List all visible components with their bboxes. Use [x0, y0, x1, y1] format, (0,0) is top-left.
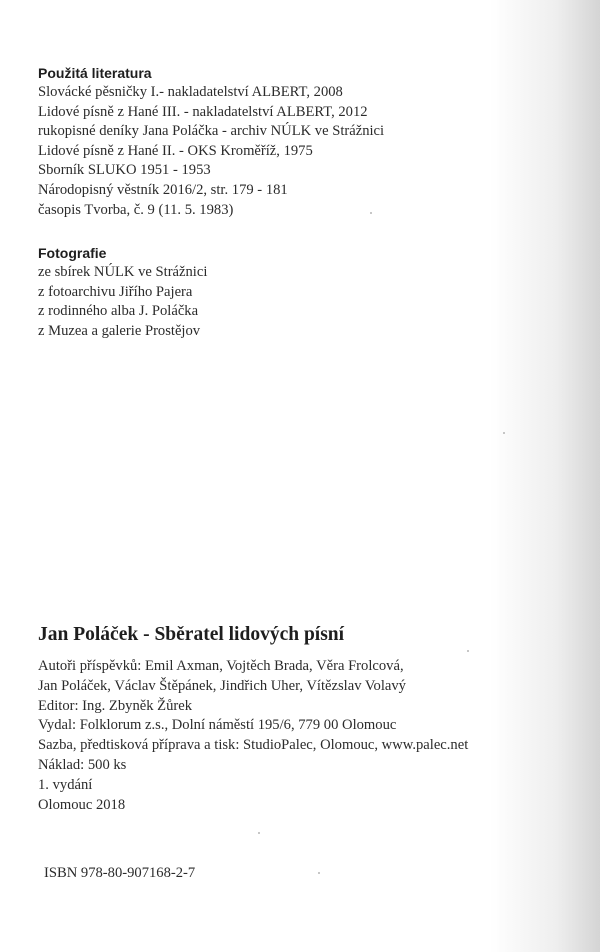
literature-item: rukopisné deníky Jana Poláčka - archiv NÚLK ve Strážnici: [38, 123, 385, 140]
isbn: ISBN 978-80-907168-2-7: [44, 865, 196, 881]
photos-item: ze sbírek NÚLK ve Strážnici: [38, 264, 208, 280]
colophon-line: Náklad: 500 ks: [38, 756, 127, 773]
literature-item: Národopisný věstník 2016/2, str. 179 - 181: [38, 181, 288, 198]
photos-item: z Muzea a galerie Prostějov: [38, 322, 201, 339]
colophon-section: [38, 622, 468, 815]
colophon-line: Jan Poláček, Václav Štěpánek, Jindřich Uher, Vítězslav Volavý: [38, 677, 406, 694]
literature-item: Sborník SLUKO 1951 - 1953: [38, 162, 211, 179]
literature-item: Lidové písně z Hané II. - OKS Kroměříž, 1975: [38, 142, 313, 159]
photos-list: [38, 263, 207, 341]
paper-speck: [318, 872, 320, 874]
literature-item: Lidové písně z Hané III. - nakladatelství ALBERT, 2012: [38, 103, 368, 120]
literature-section: [38, 64, 384, 220]
colophon-line: Olomouc 2018: [38, 796, 126, 813]
colophon-line: Vydal: Folklorum z.s., Dolní náměstí 195/6, 779 00 Olomouc: [38, 717, 397, 734]
photos-item: z fotoarchivu Jiřího Pajera: [38, 283, 193, 300]
literature-item: Slovácké pěsničky I.- nakladatelství ALBERT, 2008: [38, 84, 343, 100]
photos-heading: Fotografie: [38, 245, 107, 261]
paper-speck: [503, 432, 505, 434]
literature-list: [38, 83, 384, 220]
paper-speck: [370, 212, 372, 214]
paper-speck: [467, 650, 469, 652]
photos-item: z rodinného alba J. Poláčka: [38, 303, 199, 320]
colophon-line: Sazba, předtisková příprava a tisk: StudioPalec, Olomouc, www.palec.net: [38, 737, 469, 754]
colophon-line: Editor: Ing. Zbyněk Žůrek: [38, 697, 193, 714]
paper-speck: [258, 832, 260, 834]
colophon-list: [38, 657, 468, 815]
photos-section: [38, 244, 207, 341]
literature-item: časopis Tvorba, č. 9 (11. 5. 1983): [38, 201, 234, 218]
literature-heading: Použitá literatura: [38, 65, 152, 81]
book-title: Jan Poláček - Sběratel lidových písní: [38, 624, 345, 645]
colophon-line: 1. vydání: [38, 776, 93, 793]
page-edge-shadow: [490, 0, 600, 952]
colophon-line: Autoři příspěvků: Emil Axman, Vojtěch Brada, Věra Frolcová,: [38, 658, 404, 674]
